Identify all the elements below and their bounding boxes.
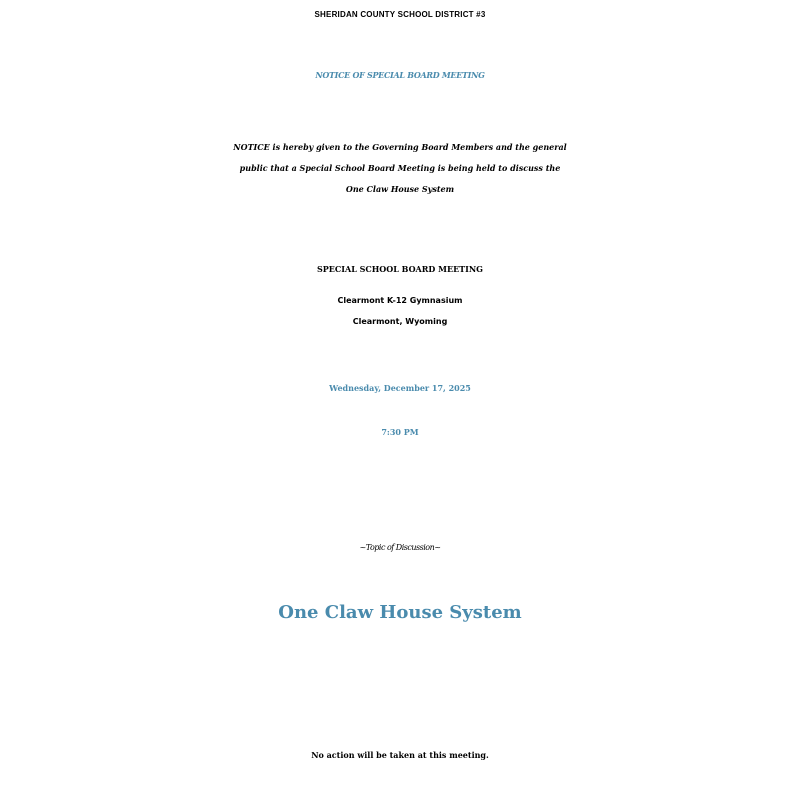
notice-text-line-1: NOTICE is hereby given to the Governing Board Members and the general	[233, 142, 567, 152]
meeting-city: Clearmont, Wyoming	[352, 317, 448, 326]
topic-label: ~Topic of Discussion~	[359, 543, 441, 552]
notice-text-line-3: One Claw House System	[345, 184, 455, 194]
meeting-heading: SPECIAL SCHOOL BOARD MEETING	[316, 264, 483, 274]
topic-title: One Claw House System	[278, 602, 522, 623]
notice-title: NOTICE OF SPECIAL BOARD MEETING	[315, 70, 485, 80]
meeting-location: Clearmont K-12 Gymnasium	[337, 296, 463, 305]
district-name: SHERIDAN COUNTY SCHOOL DISTRICT #3	[314, 10, 486, 19]
meeting-date: Wednesday, December 17, 2025	[329, 383, 471, 393]
no-action-statement: No action will be taken at this meeting.	[311, 750, 489, 760]
notice-text-line-2: public that a Special School Board Meeting is being held to discuss the	[239, 163, 561, 173]
meeting-time: 7:30 PM	[381, 427, 419, 437]
